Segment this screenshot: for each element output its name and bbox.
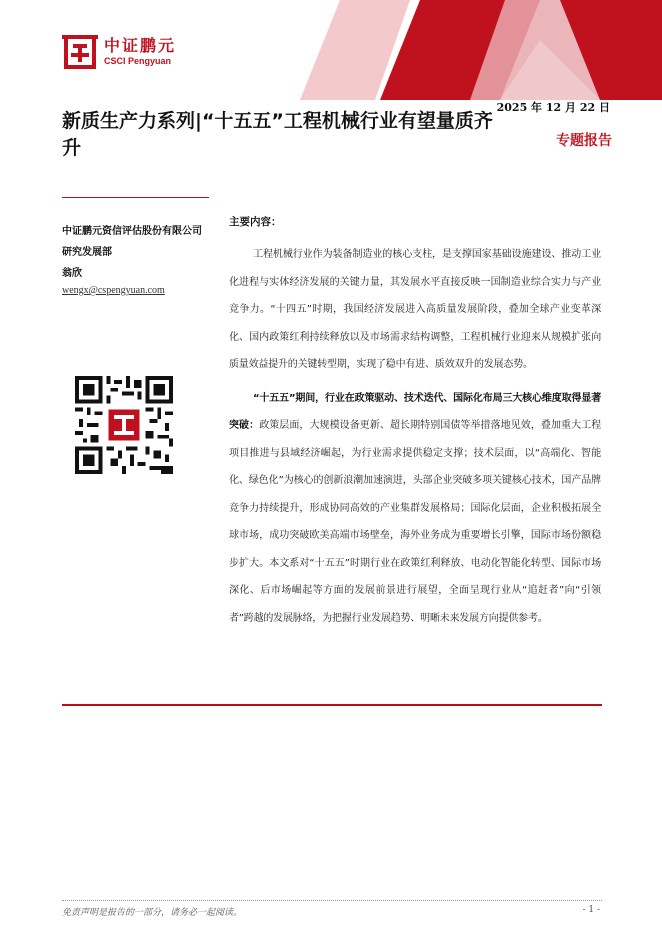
company-name: 中证鹏元资信评估股份有限公司 [62,226,202,237]
summary-paragraph-2-lead: “十五五”期间，行业在政策驱动、技术迭代、国际化布局三大核心维度取得显著突破： [229,392,601,431]
summary-paragraph-1: 工程机械行业作为装备制造业的核心支柱，是支撑国家基础设施建设、推动工业化进程与实体经济发展的关键力量，其发展水平直接反映一国制造业综合实力与产业竞争力。“十四五”时期，我国经济发展进入高质量发展阶段，叠加全球产业变革深化、国内政策红利持续释放以及市场需求结构调整，工程机械行业迎来从规模扩张向质量效益提升的关键转型期，实现了稳中有进、质效双升的发展态势。 [229,249,601,370]
sidebar-divider [62,197,209,198]
page-number: - 1 - [582,905,600,915]
author-name: 翁欣 [62,268,82,279]
summary-paragraph-2-body: 政策层面，大规模设备更新、超长期特别国债等举措落地见效，叠加重大工程项目推进与县域经济崛起，为行业需求提供稳定支撑；技术层面，以“高端化、智能化、绿色化”为核心的创新浪潮加速演进，头部企业突破多项关键核心技术，国产品牌竞争力持续提升，形成协同高效的产业集群发展格局；国际化层面，企业积极拓展全球市场，成功突破欧美高端市场壁垒，海外业务成为重要增长引擎，国际市场份额稳步扩大。本文系对“十五五”时期行业在政策红利释放、电动化智能化转型、国际市场深化、后市场崛起等方面的发展前景进行展望，全面呈现行业从“追赶者”向“引领者”跨越的发展脉络，为把握行业发展趋势、明晰未来发展方向提供参考。 [229,420,601,624]
brand-name-en: CSCI Pengyuan [104,56,172,66]
brand-logo-icon [62,33,98,71]
content-divider [62,704,602,706]
brand-logo [62,33,176,71]
main-content-heading: 主要内容： [229,216,282,228]
author-email-link[interactable]: wengx@cspengyuan.com [62,285,165,296]
department-name: 研究发展部 [62,247,112,258]
report-title: 新质生产力系列|“十五五”工程机械行业有望量质齐升 [62,110,493,159]
footer-divider [62,900,602,901]
summary-paragraph-2 [229,385,601,633]
disclaimer-note: 免责声明是报告的一部分，请务必一起阅读。 [62,908,243,918]
report-type-label: 专题报告 [556,133,612,149]
qr-code-image [75,376,173,474]
main-content [229,214,601,632]
author-info [62,221,222,298]
report-date: 2025 年 12 月 22 日 [496,101,610,114]
brand-name-cn: 中证鹏元 [104,36,177,55]
